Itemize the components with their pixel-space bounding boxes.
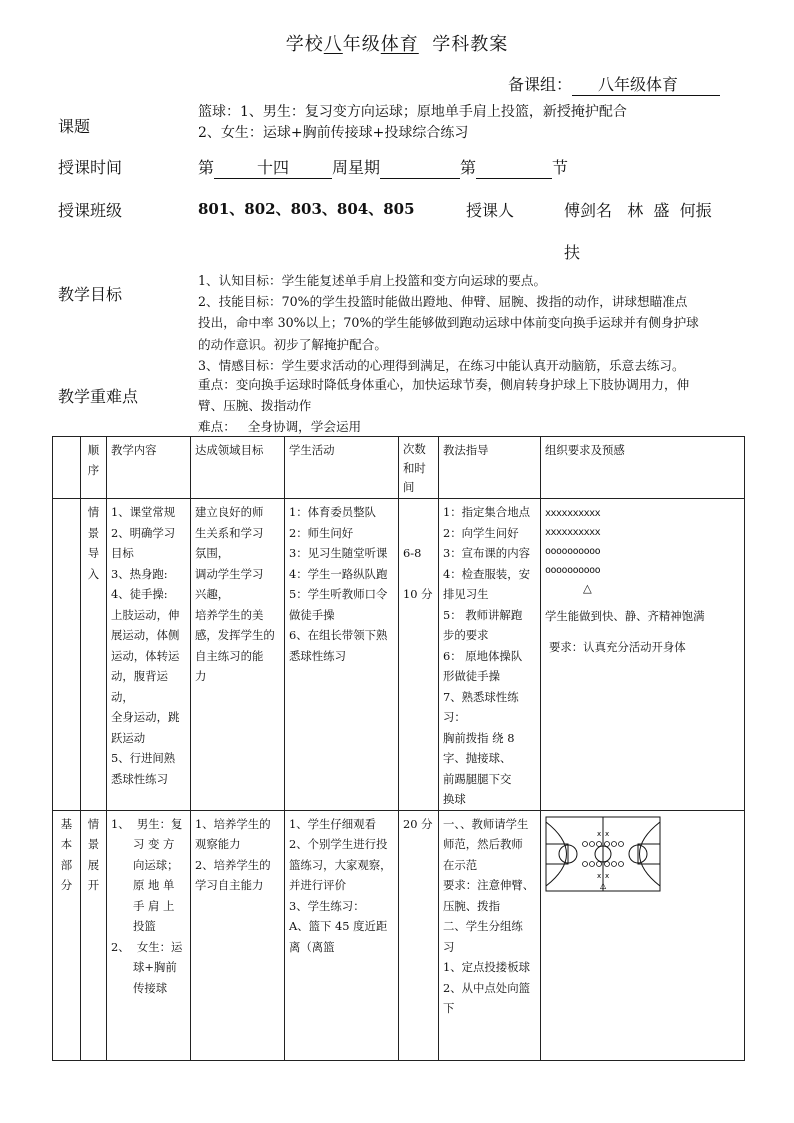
goal-cell: 建立良好的师 生关系和学习 氛围， 调动学生学习 兴趣， 培养学生的美 感，发挥学生的 自主练习的能 力 <box>191 499 285 811</box>
classes-value: 801、802、803、804、805 <box>198 200 415 218</box>
svg-text:x: x <box>605 871 610 880</box>
topic-label: 课题 <box>58 117 91 136</box>
basketball-court-icon <box>545 816 661 892</box>
section-cell <box>53 499 81 811</box>
org-cell <box>541 810 745 1060</box>
topic-line1: 篮球：1、男生：复习变方向运球；原地单手肩上投篮，新授掩护配合 <box>198 104 627 120</box>
lesson-table <box>52 436 745 1061</box>
goal-header: 达成领域目标 <box>191 437 285 499</box>
count-cell: 20 分 <box>399 810 439 1060</box>
formation-row: oooooooooo <box>545 565 601 576</box>
week-value: 十四 <box>214 155 332 179</box>
prep-group: 备课组： 八年级体育 <box>508 72 720 96</box>
order-cell: 情景展开 <box>81 810 107 1060</box>
teacher-label: 授课人 <box>466 201 515 220</box>
subject-value: 体育 <box>380 34 419 55</box>
keypoints-text: 重点：变向换手运球时降低身体重心，加快运球节奏，侧肩转身护球上下肢协调用力，伸 臂、压腕、拨指动作 难点： 全身协调，学会运用 <box>198 377 690 435</box>
section-cell: 基本部分 <box>53 810 81 1060</box>
svg-text:x: x <box>605 829 610 838</box>
student-header: 学生活动 <box>285 437 399 499</box>
svg-text:x: x <box>597 829 602 838</box>
method-cell: 一、、教师请学生 师范，然后教师 在示范 要求：注意伸臂、 压腕、拨指 二、学生分组练 习 1、定点投搂板球 2、从中点处向篮 下 <box>439 810 541 1060</box>
objectives-text: 1、认知目标：学生能复述单手肩上投篮和变方向运球的要点。 2、技能目标：70%的学生投篮时能做出蹬地、伸臂、屈腕、拨指的动作，讲球想瞄准点 投出，命中率 30%以上；70%的学生能够做到跑动运球中体前变向换手运球并有侧身护球 的动作意识。初步了解掩护配合。 3、情感目标：学生要求活动的心理得到满足，在练习中能认真开动脑筋，乐意去练习。 <box>198 273 699 373</box>
org-header: 组织要求及预感 <box>541 437 745 499</box>
svg-text:x: x <box>597 871 602 880</box>
order-header: 顺序 <box>81 437 107 499</box>
grade-value: 八 <box>323 34 343 55</box>
table-header-row <box>53 437 745 499</box>
period-value <box>476 160 552 179</box>
formation-row: xxxxxxxxxx <box>545 508 601 519</box>
method-header: 教法指导 <box>439 437 541 499</box>
document-title: 学校八年级体育 学科教案 <box>285 34 509 55</box>
content-cell: 1、 男生：复 习 变 方 向运球； 原 地 单 手 肩 上 投篮 2、 女生：运 球+胸前 传接球 <box>107 810 191 1060</box>
day-value <box>380 160 460 179</box>
table-row <box>53 810 745 1060</box>
method-cell: 1：指定集合地点 2：向学生问好 3：宣布课的内容 4：检查服装，安 排见习生 5： 教师讲解跑 步的要求 6： 原地体操队 形做徒手操 7、熟悉球性练习： 胸前拨指 绕 8 字、抛接球、 前踢腿腿下交 换球 <box>439 499 541 811</box>
section-header <box>53 437 81 499</box>
objectives-label: 教学目标 <box>58 285 123 304</box>
order-cell: 情景导入 <box>81 499 107 811</box>
schedule-label: 授课时间 <box>58 158 123 177</box>
formation-row: oooooooooo <box>545 546 601 557</box>
schedule-row: 第 十四 周星期 第 节 <box>198 155 568 179</box>
org-requirement-1: 学生能做到快、静、齐精神饱满 <box>545 609 705 623</box>
content-header: 教学内容 <box>107 437 191 499</box>
table-row <box>53 499 745 811</box>
teacher-position-icon: △ <box>583 581 592 595</box>
count-cell: 6-8 10 分 <box>399 499 439 811</box>
goal-cell: 1、培养学生的 观察能力 2、培养学生的 学习自主能力 <box>191 810 285 1060</box>
org-cell <box>541 499 745 811</box>
topic-line2: 2、女生：运球+胸前传接球+投球综合练习 <box>198 125 469 141</box>
content-cell: 1、课堂常规 2、明确学习 目标 3、热身跑: 4、徒手操: 上肢运动，伸 展运动，体侧 运动，体转运 动，腹背运动， 全身运动，跳 跃运动 5、行进间熟 悉球性练习 <box>107 499 191 811</box>
formation-row: xxxxxxxxxx <box>545 527 601 538</box>
prep-group-value: 八年级体育 <box>572 72 720 96</box>
classes-label: 授课班级 <box>58 201 123 220</box>
student-cell: 1：体育委员整队 2：师生问好 3：见习生随堂听课 4：学生一路纵队跑 5：学生听教师口令 做徒手操 6、在组长带领下熟 悉球性练习 <box>285 499 399 811</box>
teachers-line1: 傅剑名 林 盛 何振 <box>564 201 712 220</box>
svg-text:△: △ <box>600 880 607 890</box>
count-header: 次数和时间 <box>399 437 439 499</box>
student-cell: 1、学生仔细观看 2、个别学生进行投 篮练习，大家观察， 并进行评价 3、学生练习： A、篮下 45 度近距 离（离篮 <box>285 810 399 1060</box>
keypoints-label: 教学重难点 <box>58 387 139 406</box>
teachers-line2: 扶 <box>564 243 581 262</box>
org-requirement-2: 要求：认真充分活动开身体 <box>549 639 686 654</box>
